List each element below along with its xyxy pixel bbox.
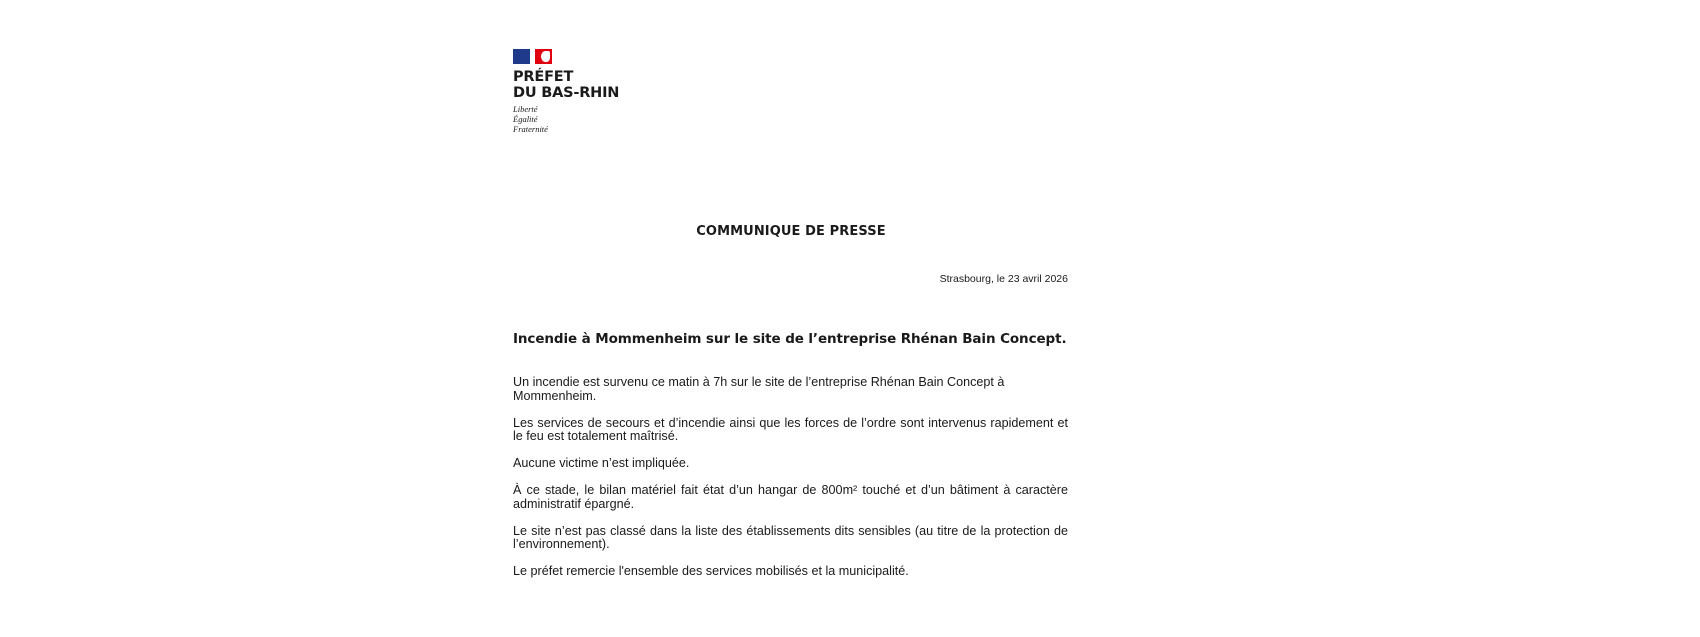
motto-egalite: Égalité: [513, 114, 538, 124]
marianne-flag-icon: [513, 49, 552, 64]
paragraph: Le site n’est pas classé dans la liste des établissements dits sensibles (au titre de la protection de l’environnement).: [513, 523, 1068, 551]
paragraph: Les services de secours et d’incendie ainsi que les forces de l’ordre sont intervenus rapidement et le feu est totalement maîtrisé.: [513, 415, 1068, 443]
document-type-heading: COMMUNIQUE DE PRESSE: [696, 224, 886, 239]
paragraph: À ce stade, le bilan matériel fait état d’un hangar de 800m² touché et d’un bâtiment à caractère administratif épargné.: [513, 483, 1068, 511]
org-line-1: PRÉFET: [513, 69, 574, 85]
paragraph: Aucune victime n’est impliquée.: [513, 456, 690, 470]
motto-liberte: Liberté: [513, 104, 538, 114]
prefecture-name: [513, 69, 633, 101]
republic-motto: [513, 104, 633, 134]
org-line-2: DU BAS-RHIN: [513, 85, 620, 101]
press-release-body: [513, 376, 1068, 592]
paragraph: Le préfet remercie l'ensemble des services mobilisés et la municipalité.: [513, 564, 909, 578]
dateline: Strasbourg, le 23 avril 2026: [939, 273, 1068, 285]
paragraph: Un incendie est survenu ce matin à 7h sur le site de l’entreprise Rhénan Bain Concept à Mommenheim.: [513, 375, 1005, 403]
motto-fraternite: Fraternité: [513, 124, 548, 134]
press-release-headline: Incendie à Mommenheim sur le site de l’entreprise Rhénan Bain Concept.: [513, 331, 1067, 347]
prefecture-logo: [513, 49, 633, 134]
